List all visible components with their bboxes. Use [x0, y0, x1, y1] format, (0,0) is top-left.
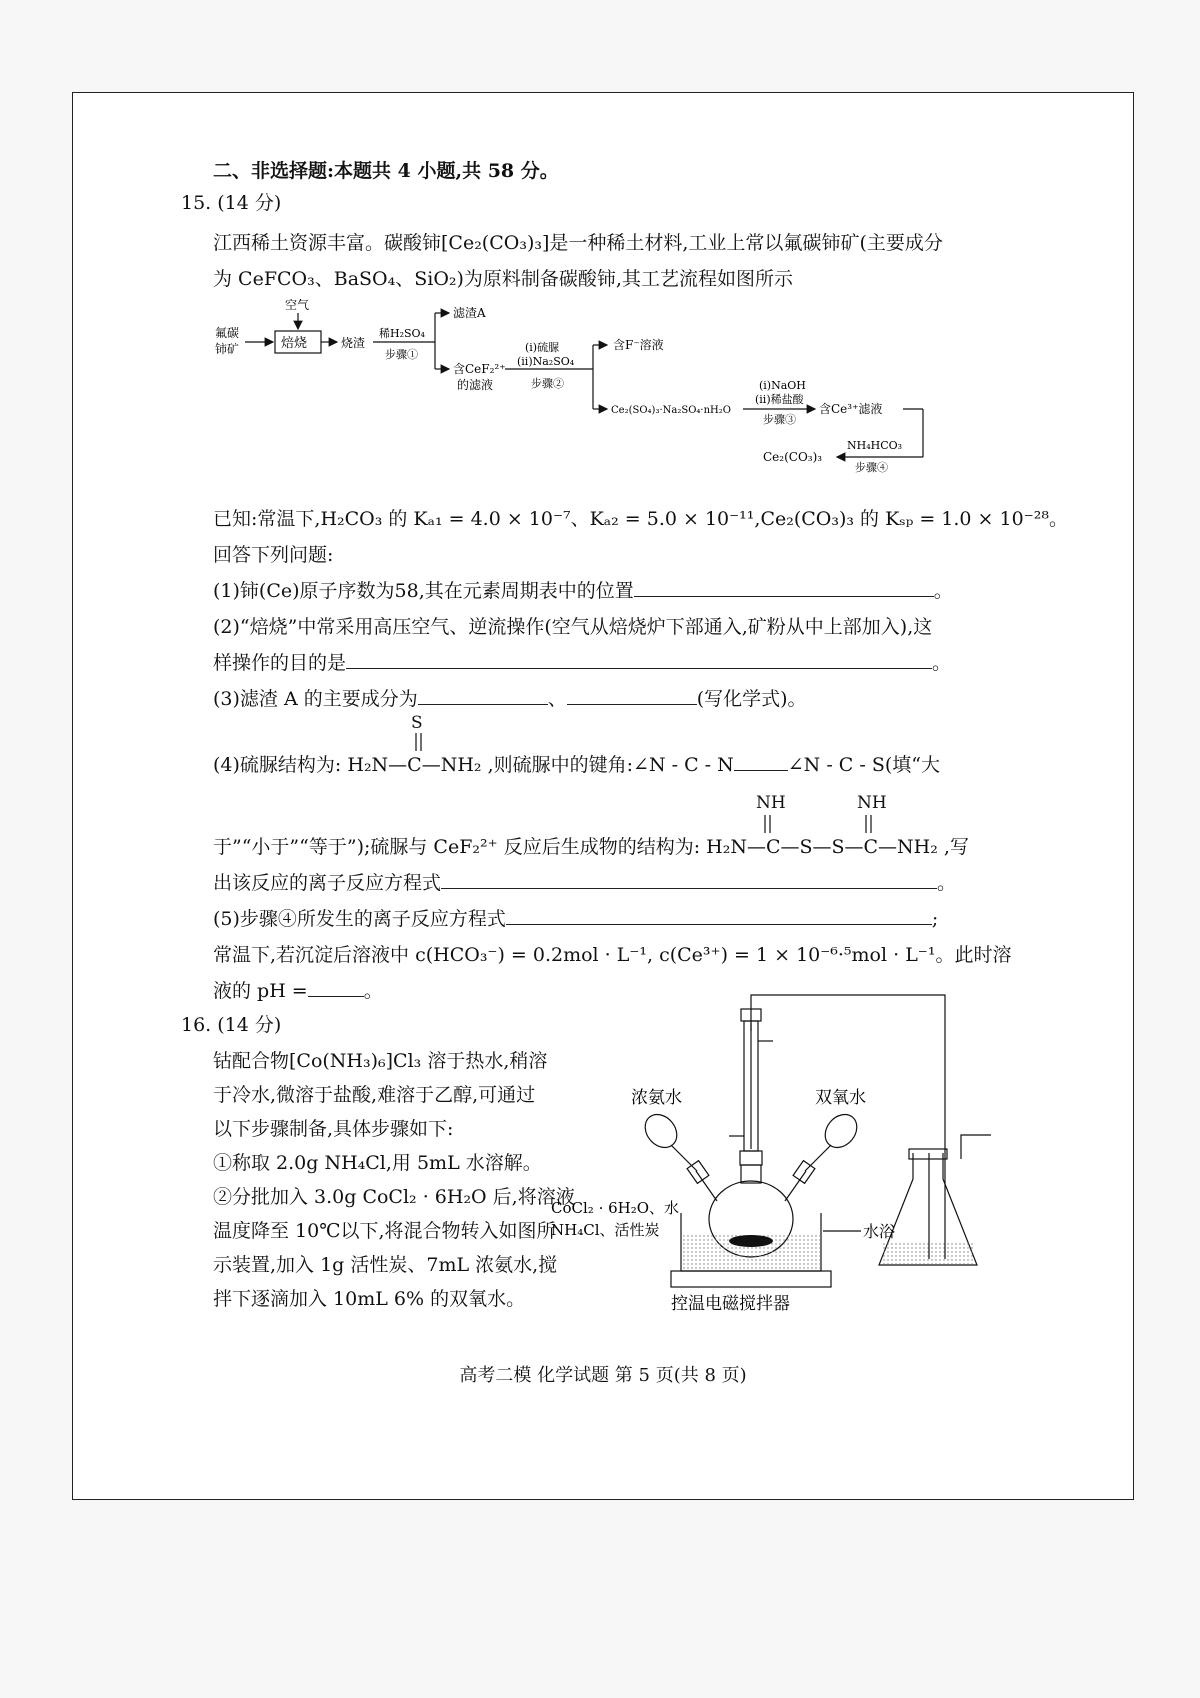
q15-part4-line3 [213, 871, 956, 895]
q15-part5-semicolon: ; [931, 908, 939, 930]
q15-part3-tail: (写化学式)。 [696, 688, 807, 710]
reaction-mixture-label-1: CoCl₂ · 6H₂O、水 [551, 1199, 680, 1217]
q15-part4-text-d: 于”“小于”“等于”);硫脲与 CeF₂²⁺ 反应后生成物的结构为: [213, 836, 701, 858]
section-heading: 二、非选择题:本题共 4 小题,共 58 分。 [213, 160, 559, 182]
q15-intro-line2: 为 CeFCO₃、BaSO₄、SiO₂)为原料制备碳酸铈,其工艺流程如图所示 [213, 268, 793, 290]
product-nh-group-2: NH [857, 793, 887, 813]
q15-part4-text-a: (4)硫脲结构为: [213, 754, 342, 776]
exam-page [72, 92, 1134, 1500]
flow-doublesalt-label: Ce₂(SO₄)₃·Na₂SO₄·nH₂O [611, 405, 731, 416]
q15-part1 [213, 579, 953, 603]
q15-part4-line1 [213, 753, 940, 777]
flow-slag-label: 烧渣 [341, 336, 366, 350]
flow-fluoride-label: 含F⁻溶液 [613, 338, 664, 352]
apparatus-diagram [551, 991, 1091, 1321]
product-nh-group-1: NH [756, 793, 786, 813]
q15-part3-text: (3)滤渣 A 的主要成分为 [213, 688, 418, 710]
q15-part4-text-c: ∠N - C - S(填“大 [787, 754, 940, 776]
q16-line4: ①称取 2.0g NH₄Cl,用 5mL 水溶解。 [213, 1152, 542, 1174]
q15-part1-text: (1)铈(Ce)原子序数为58,其在元素周期表中的位置 [213, 580, 634, 602]
q15-answer-prompt: 回答下列问题: [213, 544, 334, 566]
q15-part5-text-a: (5)步骤④所发生的离子反应方程式 [213, 908, 506, 930]
ammonia-funnel-label: 浓氨水 [631, 1088, 682, 1108]
reaction-product-structure: H₂N—C—S—S—C—NH₂ [706, 836, 938, 858]
q15-part4-line2 [213, 835, 969, 859]
flow-air-label: 空气 [285, 299, 310, 312]
q16-line1: 钴配合物[Co(NH₃)₆]Cl₃ 溶于热水,稍溶 [213, 1050, 548, 1072]
flow-step1-label: 步骤① [385, 348, 418, 361]
flow-reagent3b-label: (ii)稀盐酸 [755, 393, 804, 406]
flow-filtrate-label-2: 的滤液 [457, 378, 494, 392]
flow-reagent2a-label: (i)硫脲 [525, 341, 560, 354]
flow-roast-box-label: 焙烧 [281, 336, 308, 351]
q15-part4-period: 。 [937, 872, 957, 894]
q15-part3 [213, 687, 807, 711]
q15-part4-equation-blank[interactable] [441, 872, 937, 889]
water-bath-label: 水浴 [863, 1222, 896, 1241]
q15-part2-period: 。 [932, 652, 952, 674]
reaction-mixture-label-2: NH₄Cl、活性炭 [551, 1221, 660, 1239]
q15-part3-separator: 、 [547, 688, 567, 710]
flow-step3-label: 步骤③ [763, 413, 796, 426]
flow-product-label: Ce₂(CO₃)₃ [763, 450, 823, 464]
q16-line6: 温度降至 10℃以下,将混合物转入如图所 [213, 1220, 556, 1242]
q15-part3-answer-blank-1[interactable] [418, 688, 548, 705]
page-footer: 高考二模 化学试题 第 5 页(共 8 页) [459, 1365, 747, 1386]
flow-reagent4-label: NH₄HCO₃ [847, 439, 903, 452]
q15-part3-answer-blank-2[interactable] [567, 688, 697, 705]
thiourea-double-bond [413, 733, 425, 753]
question-15-number: 15. (14 分) [181, 192, 282, 214]
q15-part4-text-e: ,写 [943, 836, 969, 858]
q16-line3: 以下步骤制备,具体步骤如下: [213, 1118, 454, 1140]
q15-part5-line3 [213, 979, 383, 1003]
q15-part1-answer-blank[interactable] [634, 580, 934, 597]
flow-filtrate-label-1: 含CeF₂²⁺ [453, 362, 506, 376]
q15-part5-period: 。 [363, 980, 383, 1002]
q16-line2: 于冷水,微溶于盐酸,难溶于乙醇,可通过 [213, 1084, 536, 1106]
flow-residue-a-label: 滤渣A [453, 306, 486, 320]
thiourea-sulfur-atom: S [411, 713, 423, 733]
q16-line5: ②分批加入 3.0g CoCl₂ · 6H₂O 后,将溶液 [213, 1186, 575, 1208]
q15-part5-text-c: 液的 pH = [213, 980, 308, 1002]
product-double-bonds [759, 815, 879, 835]
q16-line8: 拌下逐滴加入 10mL 6% 的双氧水。 [213, 1288, 526, 1310]
process-flow-diagram [213, 299, 1093, 489]
q16-line7: 示装置,加入 1g 活性炭、7mL 浓氨水,搅 [213, 1254, 558, 1276]
flow-ce3-filtrate-label: 含Ce³⁺滤液 [819, 402, 883, 416]
q15-part5-ph-blank[interactable] [308, 980, 364, 997]
q15-part4-text-b: ,则硫脲中的键角:∠N - C - N [487, 754, 734, 776]
q15-part2-line2 [213, 651, 951, 675]
q15-part2-answer-blank[interactable] [346, 652, 932, 669]
q15-part4-text-f: 出该反应的离子反应方程式 [213, 872, 442, 894]
flow-ore-label-2: 铈矿 [215, 342, 240, 356]
flow-step2-label: 步骤② [531, 377, 564, 390]
q15-part5-equation-blank[interactable] [506, 908, 932, 925]
thiourea-structure: H₂N—C—NH₂ [347, 754, 482, 776]
q15-part2-text: 样操作的目的是 [213, 652, 347, 674]
flow-reagent1-label: 稀H₂SO₄ [379, 327, 425, 340]
q15-part5-line1 [213, 907, 938, 931]
q15-intro-line1: 江西稀土资源丰富。碳酸铈[Ce₂(CO₃)₃]是一种稀土材料,工业上常以氟碳铈矿(主要成分 [213, 232, 943, 254]
q15-part5-line2: 常温下,若沉淀后溶液中 c(HCO₃⁻) = 0.2mol · L⁻¹, c(Ce³⁺) = 1 × 10⁻⁶·⁵mol · L⁻¹。此时溶 [213, 944, 1012, 966]
q15-part1-period: 。 [933, 580, 953, 602]
flow-reagent3a-label: (i)NaOH [759, 379, 806, 392]
flow-step4-label: 步骤④ [855, 461, 888, 474]
q15-part4-angle-blank[interactable] [734, 754, 788, 771]
flow-ore-label-1: 氟碳 [215, 326, 240, 340]
flow-reagent2b-label: (ii)Na₂SO₄ [517, 355, 575, 368]
magnetic-stirrer-label: 控温电磁搅拌器 [671, 1294, 790, 1314]
q15-known-constants: 已知:常温下,H₂CO₃ 的 Kₐ₁ = 4.0 × 10⁻⁷、Kₐ₂ = 5.0 × 10⁻¹¹,Ce₂(CO₃)₃ 的 Kₛₚ = 1.0 × 10⁻²⁸。 [213, 508, 1068, 530]
question-16-number: 16. (14 分) [181, 1014, 282, 1036]
peroxide-funnel-label: 双氧水 [815, 1088, 866, 1108]
q15-part2-line1: (2)“焙烧”中常采用高压空气、逆流操作(空气从焙烧炉下部通入,矿粉从中上部加入),这 [213, 616, 933, 638]
